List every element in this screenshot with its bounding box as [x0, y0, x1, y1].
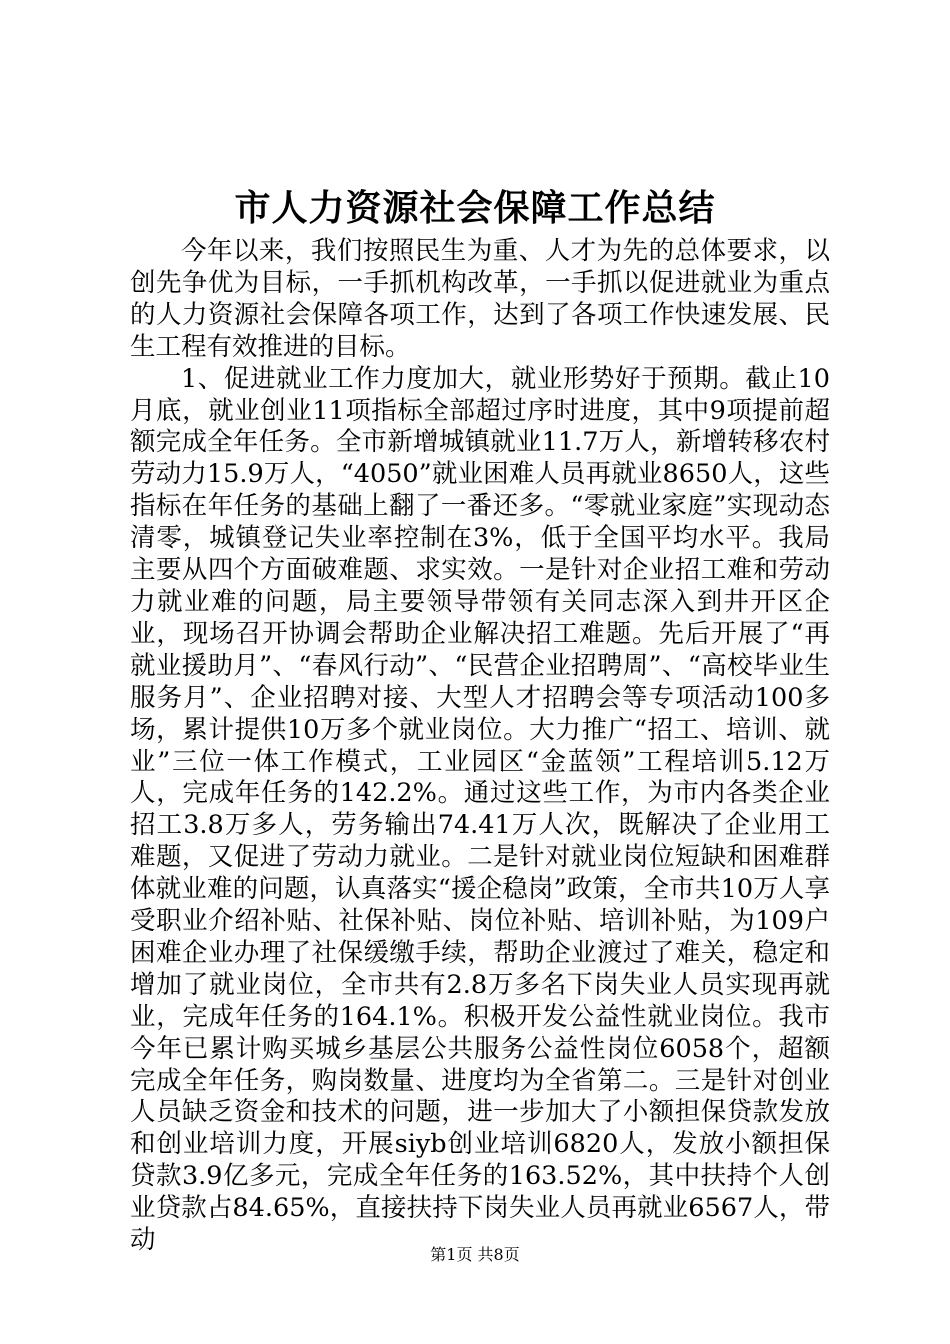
paragraph-employment: 1、促进就业工作力度加大，就业形势好于预期。截止10月底，就业创业11项指标全部超过序时进度，其中9项提前超额完成全年任务。全市新增城镇就业11.7万人，新增转移农村劳动力15.9万人，“4050”就业困难人员再就业8650人，这些指标在年任务的基础上翻了一番还多。“零就业家庭”实现动态清零，城镇登记失业率控制在3%，低于全国平均水平。我局主要从四个方面破难题、求实效。一是针对企业招工难和劳动力就业难的问题，局主要领导带领有关同志深入到井开区企业，现场召开协调会帮助企业解决招工难题。先后开展了“再就业援助月”、“春风行动”、“民营企业招聘周”、“高校毕业生服务月”、企业招聘对接、大型人才招聘会等专项活动100多场，累计提供10万多个就业岗位。大力推广“招工、培训、就业”三位一体工作模式，工业园区“金蓝领”工程培训5.12万人，完成年任务的142.2%。通过这些工作，为市内各类企业招工3.8万多人，劳务输出74.41万人次，既解决了企业用工难题，又促进了劳动力就业。二是针对就业岗位短缺和困难群体就业难的问题，认真落实“援企稳岗”政策，全市共10万人享受职业介绍补贴、社保补贴、岗位补贴、培训补贴，为109户困难企业办理了社保缓缴手续，帮助企业渡过了难关，稳定和增加了就业岗位，全市共有2.8万多名下岗失业人员实现再就业，完成年任务的164.1%。积极开发公益性就业岗位。我市今年已累计购买城乡基层公共服务公益性岗位6058个，超额完成全年任务，购岗数量、进度均为全省第二。三是针对创业人员缺乏资金和技术的问题，进一步加大了小额担保贷款发放和创业培训力度，开展siyb创业培训6820人，发放小额担保贷款3.9亿多元，完成全年任务的163.52%，其中扶持个人创业贷款占84.65%，直接扶持下岗失业人员再就业6567人，带动 — [130, 363, 830, 1256]
page-footer: 第1页 共8页 — [430, 1245, 520, 1264]
document-body — [130, 236, 830, 1257]
paragraph-intro: 今年以来，我们按照民生为重、人才为先的总体要求，以创先争优为目标，一手抓机构改革，一手抓以促进就业为重点的人力资源社会保障各项工作，达到了各项工作快速发展、民生工程有效推进的目标。 — [130, 236, 830, 362]
document-title: 市人力资源社会保障工作总结 — [234, 187, 716, 229]
